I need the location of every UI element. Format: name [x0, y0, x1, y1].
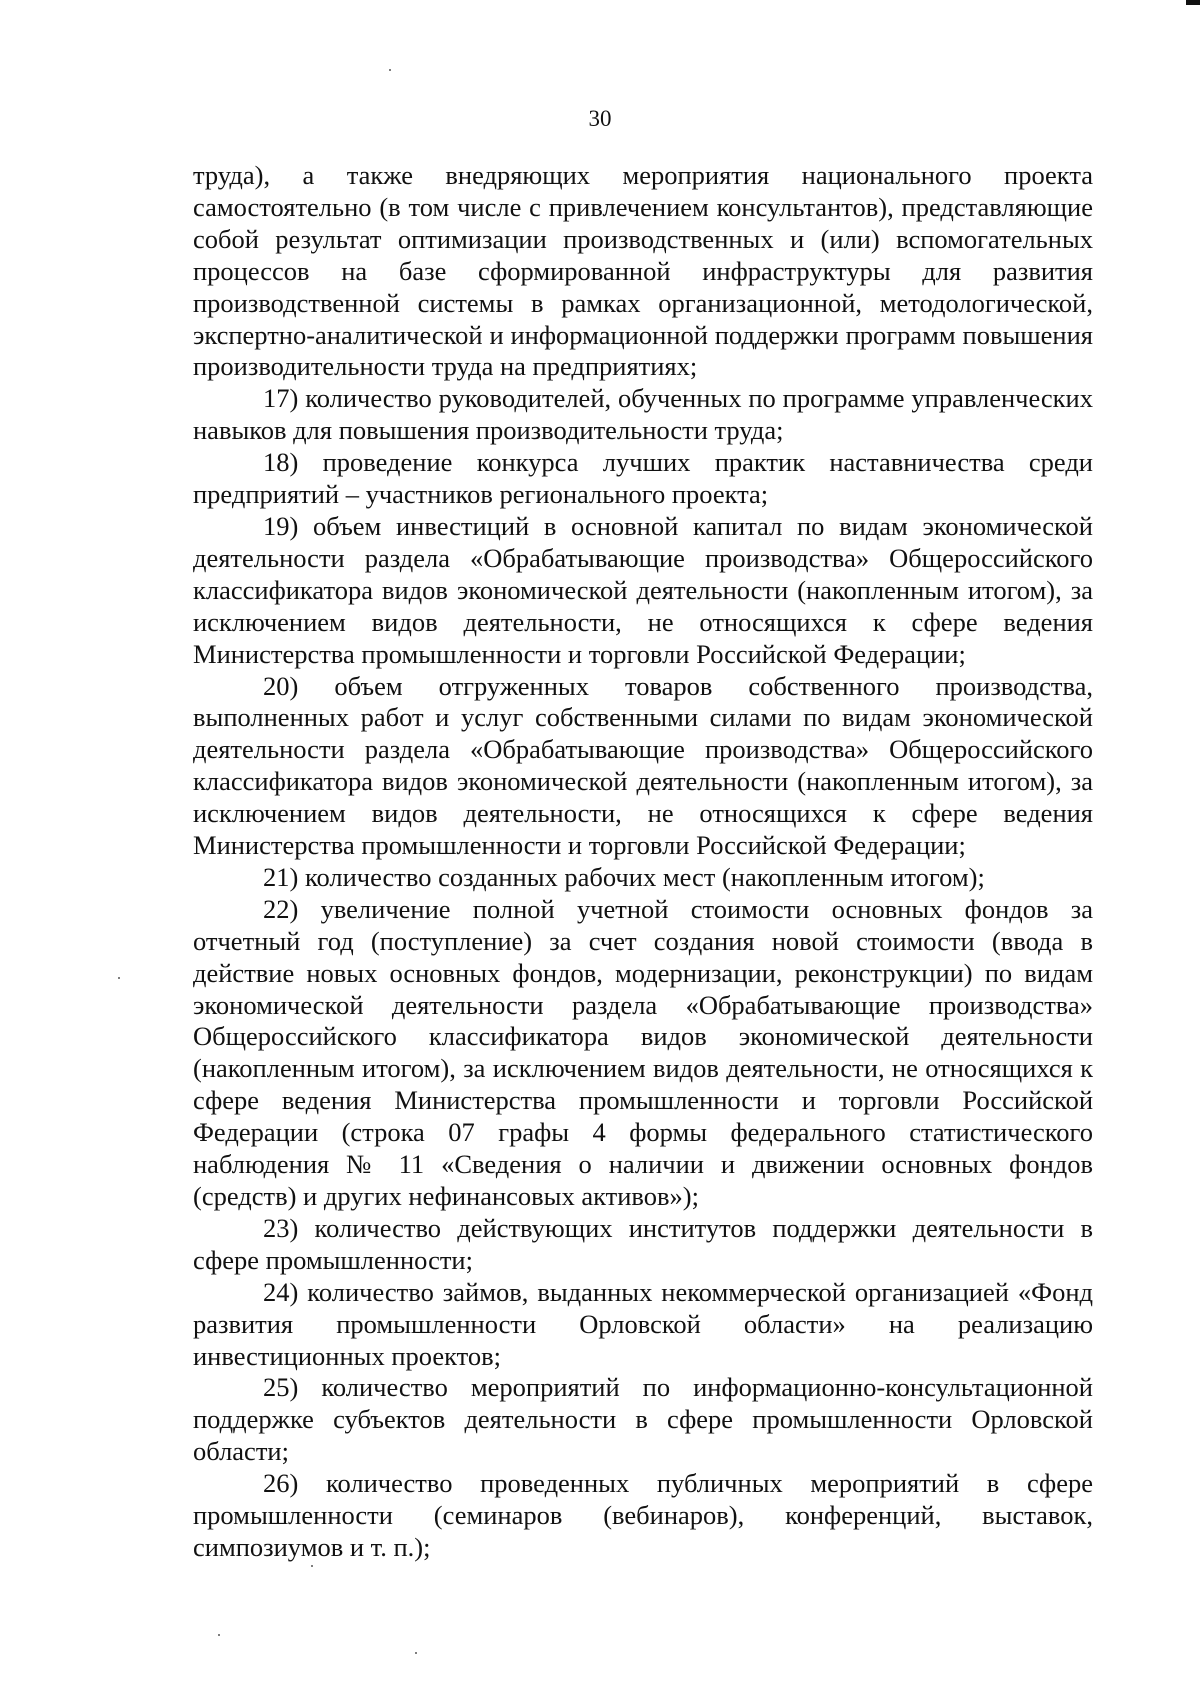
scan-speck — [118, 977, 120, 979]
list-item-20: 20) объем отгруженных товаров собственного производства, выполненных работ и услуг собственными силами по видам экономической деятельности раздела «Обрабатывающие производства» Общероссийского классификатора видов экономической деятельности (накопленным итогом), за исключением видов деятельности, не относящихся к сфере ведения Министерства промышленности и торговли Российской Федерации; — [193, 670, 1093, 861]
list-item-23: 23) количество действующих институтов поддержки деятельности в сфере промышленности; — [193, 1212, 1093, 1275]
scan-edge-mark — [1186, 0, 1200, 5]
scan-speck — [311, 1565, 313, 1567]
list-item-18: 18) проведение конкурса лучших практик наставничества среди предприятий – участников регионального проекта; — [193, 447, 1093, 510]
scan-speck — [218, 1634, 220, 1636]
page-number: 30 — [588, 106, 612, 131]
list-item-17: 17) количество руководителей, обученных по программе управленческих навыков для повышения производительности труда; — [193, 383, 1093, 446]
document-body — [193, 160, 1093, 1564]
list-item-25: 25) количество мероприятий по информационно-консультационной поддержке субъектов деятельности в сфере промышленности Орловской области; — [193, 1372, 1093, 1467]
list-item-24: 24) количество займов, выданных некоммерческой организацией «Фонд развития промышленности Орловской области» на реализацию инвестиционных проектов; — [193, 1276, 1093, 1371]
list-item-26: 26) количество проведенных публичных мероприятий в сфере промышленности (семинаров (вебинаров), конференций, выставок, симпозиумов и т. п.); — [193, 1468, 1093, 1562]
list-item-22: 22) увеличение полной учетной стоимости основных фондов за отчетный год (поступление) за счет создания новой стоимости (ввода в действие новых основных фондов, модернизации, реконструкции) по видам экономической деятельности раздела «Обрабатывающие производства» Общероссийского классификатора видов экономической деятельности (накопленным итогом), за исключением видов деятельности, не относящихся к сфере ведения Министерства промышленности и торговли Российской Федерации (строка 07 графы 4 формы федерального статистического наблюдения № 11 «Сведения о наличии и движении основных фондов (средств) и других нефинансовых активов»); — [193, 893, 1093, 1211]
paragraph-continuation: труда), а также внедряющих мероприятия национального проекта самостоятельно (в том числе с привлечением консультантов), представляющие собой результат оптимизации производственных и (или) вспомогательных процессов на базе сформированной инфраструктуры для развития производственной системы в рамках организационной, методологической, экспертно-аналитической и информационной поддержки программ повышения производительности труда на предприятиях; — [193, 160, 1093, 382]
scan-speck — [415, 1652, 417, 1654]
list-item-19: 19) объем инвестиций в основной капитал по видам экономической деятельности раздела «Обрабатывающие производства» Общероссийского классификатора видов экономической деятельности (накопленным итогом), за исключением видов деятельности, не относящихся к сфере ведения Министерства промышленности и торговли Российской Федерации; — [193, 510, 1093, 669]
scan-speck — [389, 69, 391, 71]
list-item-21: 21) количество созданных рабочих мест (накопленным итогом); — [263, 861, 985, 892]
